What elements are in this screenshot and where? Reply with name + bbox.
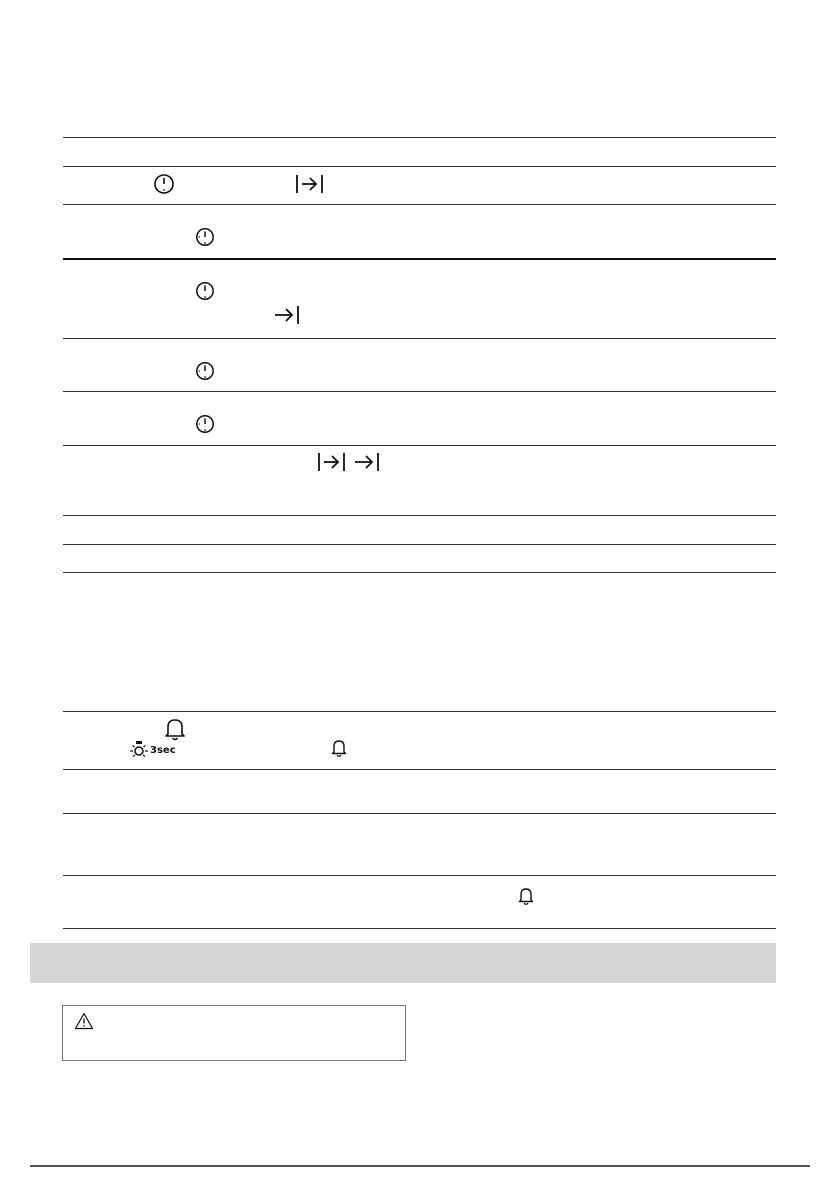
section-heading-band xyxy=(30,943,776,983)
hold-time-label: 3sec xyxy=(150,745,176,756)
table-rule xyxy=(63,875,776,876)
bell-icon xyxy=(517,886,535,906)
table-rule xyxy=(63,769,776,770)
light-hold-icon xyxy=(128,740,150,760)
bell-icon xyxy=(330,738,348,758)
table-rule-bottom xyxy=(63,928,776,929)
table-rule xyxy=(63,391,776,392)
clock-icon xyxy=(153,173,175,195)
page-bottom-rule xyxy=(30,1165,810,1167)
bell-icon xyxy=(163,716,187,742)
table-rule-top xyxy=(63,137,776,138)
arrow-to-bar-icon xyxy=(353,451,381,473)
table-rule xyxy=(63,711,776,712)
table-rule xyxy=(63,204,776,205)
clock-icon xyxy=(195,361,215,381)
arrow-to-bar-icon xyxy=(273,304,301,326)
arrow-between-bars-icon xyxy=(317,451,347,473)
table-rule-thick xyxy=(63,258,776,260)
table-rule xyxy=(63,338,776,339)
table-rule xyxy=(63,813,776,814)
clock-icon xyxy=(195,227,215,247)
table-rule xyxy=(63,572,776,573)
clock-icon xyxy=(195,281,215,301)
table-rule xyxy=(63,166,776,167)
warning-triangle-icon xyxy=(74,1012,94,1030)
clock-icon xyxy=(195,414,215,434)
table-rule xyxy=(63,445,776,446)
table-rule xyxy=(63,544,776,545)
arrow-between-bars-icon xyxy=(295,173,325,195)
table-rule xyxy=(63,515,776,516)
warning-box xyxy=(62,1005,406,1061)
